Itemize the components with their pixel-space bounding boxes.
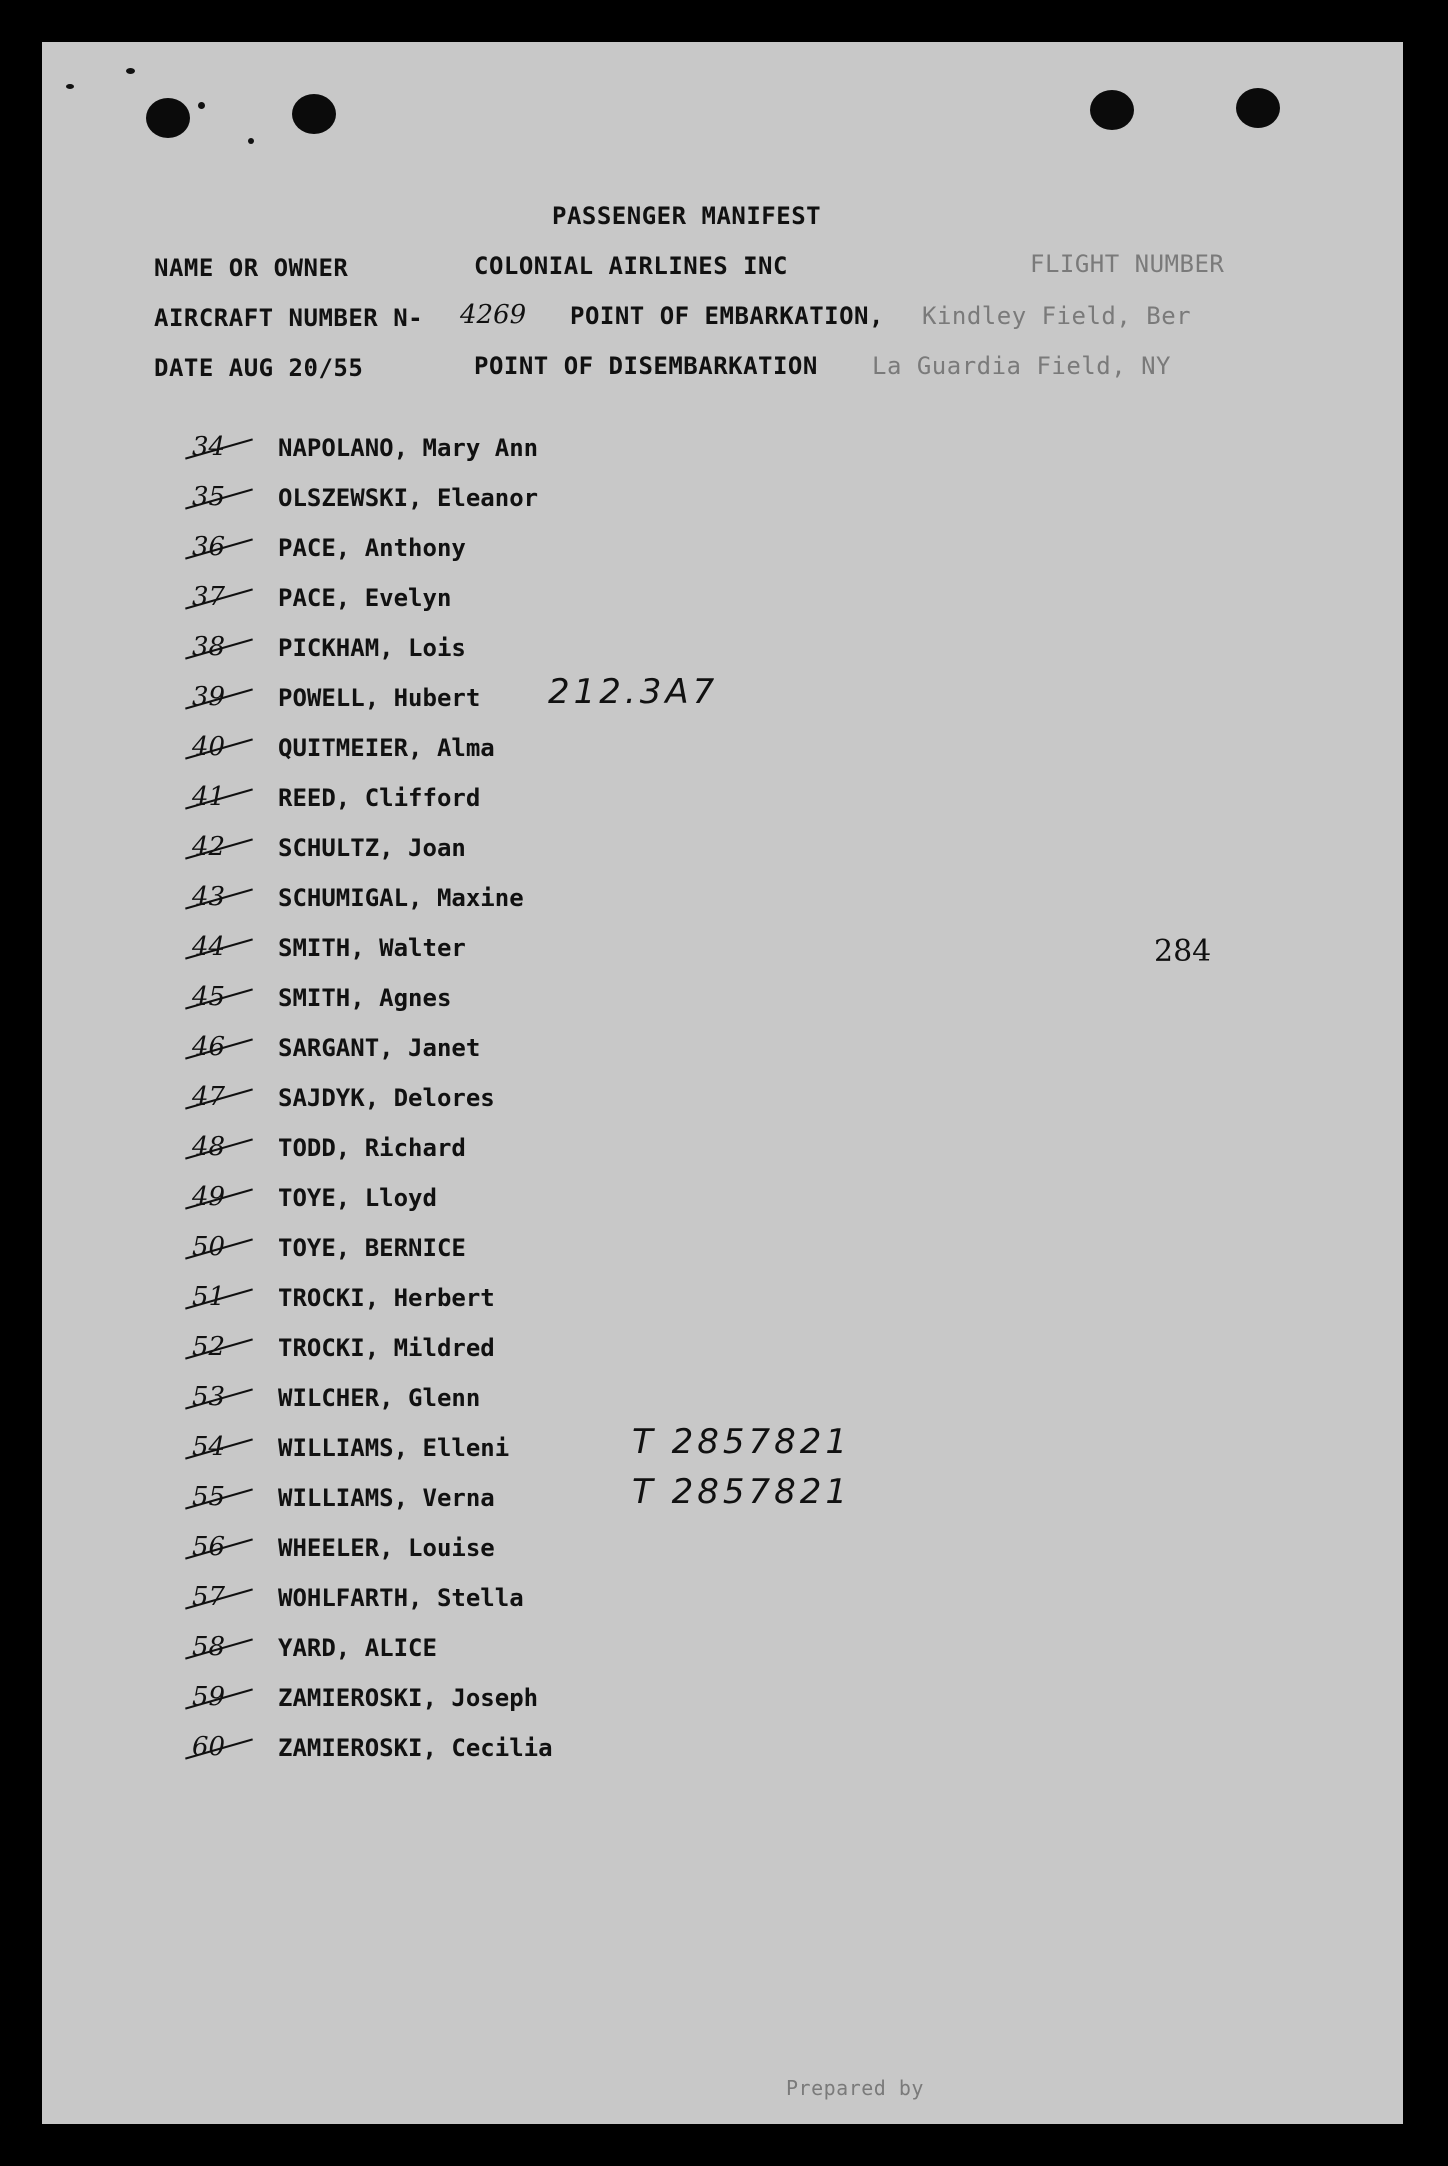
passenger-number: 48 (192, 1132, 226, 1162)
passenger-number: 50 (192, 1232, 226, 1262)
passenger-name: SCHULTZ, Joan (278, 834, 466, 862)
passenger-number: 49 (192, 1182, 226, 1212)
passenger-row (42, 782, 1403, 822)
name-label: NAME OR OWNER (154, 254, 349, 282)
disembarkation-value: La Guardia Field, NY (872, 352, 1171, 380)
passenger-row (42, 672, 1403, 722)
passenger-row (42, 732, 1403, 772)
passenger-row (42, 1232, 1403, 1272)
passenger-number: 54 (192, 1432, 226, 1462)
passenger-row (42, 1532, 1403, 1572)
passenger-note: T 2857821 (632, 1472, 851, 1512)
passenger-row (42, 982, 1403, 1022)
passenger-number: 60 (192, 1732, 226, 1762)
passenger-row (42, 632, 1403, 672)
passenger-note: 212.3A7 (548, 672, 719, 712)
passenger-name: REED, Clifford (278, 784, 481, 812)
passenger-row (42, 482, 1403, 522)
passenger-row (42, 1082, 1403, 1122)
manifest-title: PASSENGER MANIFEST (552, 202, 822, 230)
name-value: COLONIAL AIRLINES INC (474, 252, 788, 280)
embarkation-value: Kindley Field, Ber (922, 302, 1192, 330)
passenger-row (42, 1632, 1403, 1672)
passenger-name: WILCHER, Glenn (278, 1384, 481, 1412)
aircraft-number: 4269 (460, 300, 527, 330)
disembarkation-label: POINT OF DISEMBARKATION (474, 352, 818, 380)
passenger-number: 46 (192, 1032, 226, 1062)
passenger-number: 44 (192, 932, 226, 962)
passenger-number: 34 (192, 432, 226, 462)
aircraft-label: AIRCRAFT NUMBER N- (154, 304, 424, 332)
footer-faded: Prepared by (786, 2076, 924, 2100)
date-label: DATE AUG 20/55 (154, 354, 364, 382)
passenger-number: 35 (192, 482, 226, 512)
passenger-row (42, 1422, 1403, 1472)
passenger-name: SAJDYK, Delores (278, 1084, 495, 1112)
passenger-name: ZAMIEROSKI, Joseph (278, 1684, 539, 1712)
passenger-name: TROCKI, Mildred (278, 1334, 495, 1362)
passenger-name: TOYE, BERNICE (278, 1234, 466, 1262)
passenger-note: T 2857821 (632, 1422, 851, 1462)
passenger-row (42, 1682, 1403, 1722)
manifest-sheet (42, 42, 1403, 2124)
passenger-row (42, 882, 1403, 922)
passenger-row (42, 532, 1403, 572)
passenger-name: YARD, ALICE (278, 1634, 437, 1662)
passenger-number: 42 (192, 832, 226, 862)
passenger-number: 56 (192, 1532, 226, 1562)
passenger-row (42, 432, 1403, 472)
passenger-name: SMITH, Agnes (278, 984, 452, 1012)
passenger-name: SCHUMIGAL, Maxine (278, 884, 524, 912)
passenger-name: ZAMIEROSKI, Cecilia (278, 1734, 553, 1762)
passenger-number: 39 (192, 682, 226, 712)
passenger-name: NAPOLANO, Mary Ann (278, 434, 539, 462)
passenger-list (42, 42, 1403, 2124)
passenger-number: 43 (192, 882, 226, 912)
passenger-name: TODD, Richard (278, 1134, 466, 1162)
embarkation-label: POINT OF EMBARKATION, (570, 302, 884, 330)
passenger-number: 53 (192, 1382, 226, 1412)
passenger-name: PACE, Anthony (278, 534, 466, 562)
passenger-number: 59 (192, 1682, 226, 1712)
passenger-row (42, 1332, 1403, 1372)
passenger-number: 45 (192, 982, 226, 1012)
passenger-number: 41 (192, 782, 226, 812)
passenger-name: WOHLFARTH, Stella (278, 1584, 524, 1612)
passenger-name: SARGANT, Janet (278, 1034, 481, 1062)
passenger-name: WHEELER, Louise (278, 1534, 495, 1562)
passenger-name: POWELL, Hubert (278, 684, 481, 712)
passenger-number: 38 (192, 632, 226, 662)
passenger-row (42, 832, 1403, 872)
passenger-name: PACE, Evelyn (278, 584, 452, 612)
passenger-number: 37 (192, 582, 226, 612)
passenger-number: 55 (192, 1482, 226, 1512)
passenger-number: 58 (192, 1632, 226, 1662)
passenger-name: TOYE, Lloyd (278, 1184, 437, 1212)
passenger-name: QUITMEIER, Alma (278, 734, 495, 762)
passenger-name: OLSZEWSKI, Eleanor (278, 484, 539, 512)
passenger-row (42, 1032, 1403, 1072)
passenger-row (42, 1182, 1403, 1222)
passenger-row (42, 1472, 1403, 1522)
passenger-name: TROCKI, Herbert (278, 1284, 495, 1312)
passenger-number: 47 (192, 1082, 226, 1112)
passenger-row (42, 1282, 1403, 1322)
passenger-number: 40 (192, 732, 226, 762)
passenger-name: PICKHAM, Lois (278, 634, 466, 662)
passenger-number: 51 (192, 1282, 226, 1312)
passenger-name: SMITH, Walter (278, 934, 466, 962)
passenger-row (42, 1732, 1403, 1772)
passenger-row (42, 1132, 1403, 1172)
passenger-name: WILLIAMS, Elleni (278, 1434, 510, 1462)
passenger-number: 52 (192, 1332, 226, 1362)
passenger-name: WILLIAMS, Verna (278, 1484, 495, 1512)
passenger-row (42, 1382, 1403, 1422)
passenger-number: 36 (192, 532, 226, 562)
margin-note: 284 (1154, 934, 1212, 969)
passenger-row (42, 582, 1403, 622)
passenger-number: 57 (192, 1582, 226, 1612)
flight-number-faded: FLIGHT NUMBER (1030, 250, 1225, 278)
passenger-row (42, 1582, 1403, 1622)
